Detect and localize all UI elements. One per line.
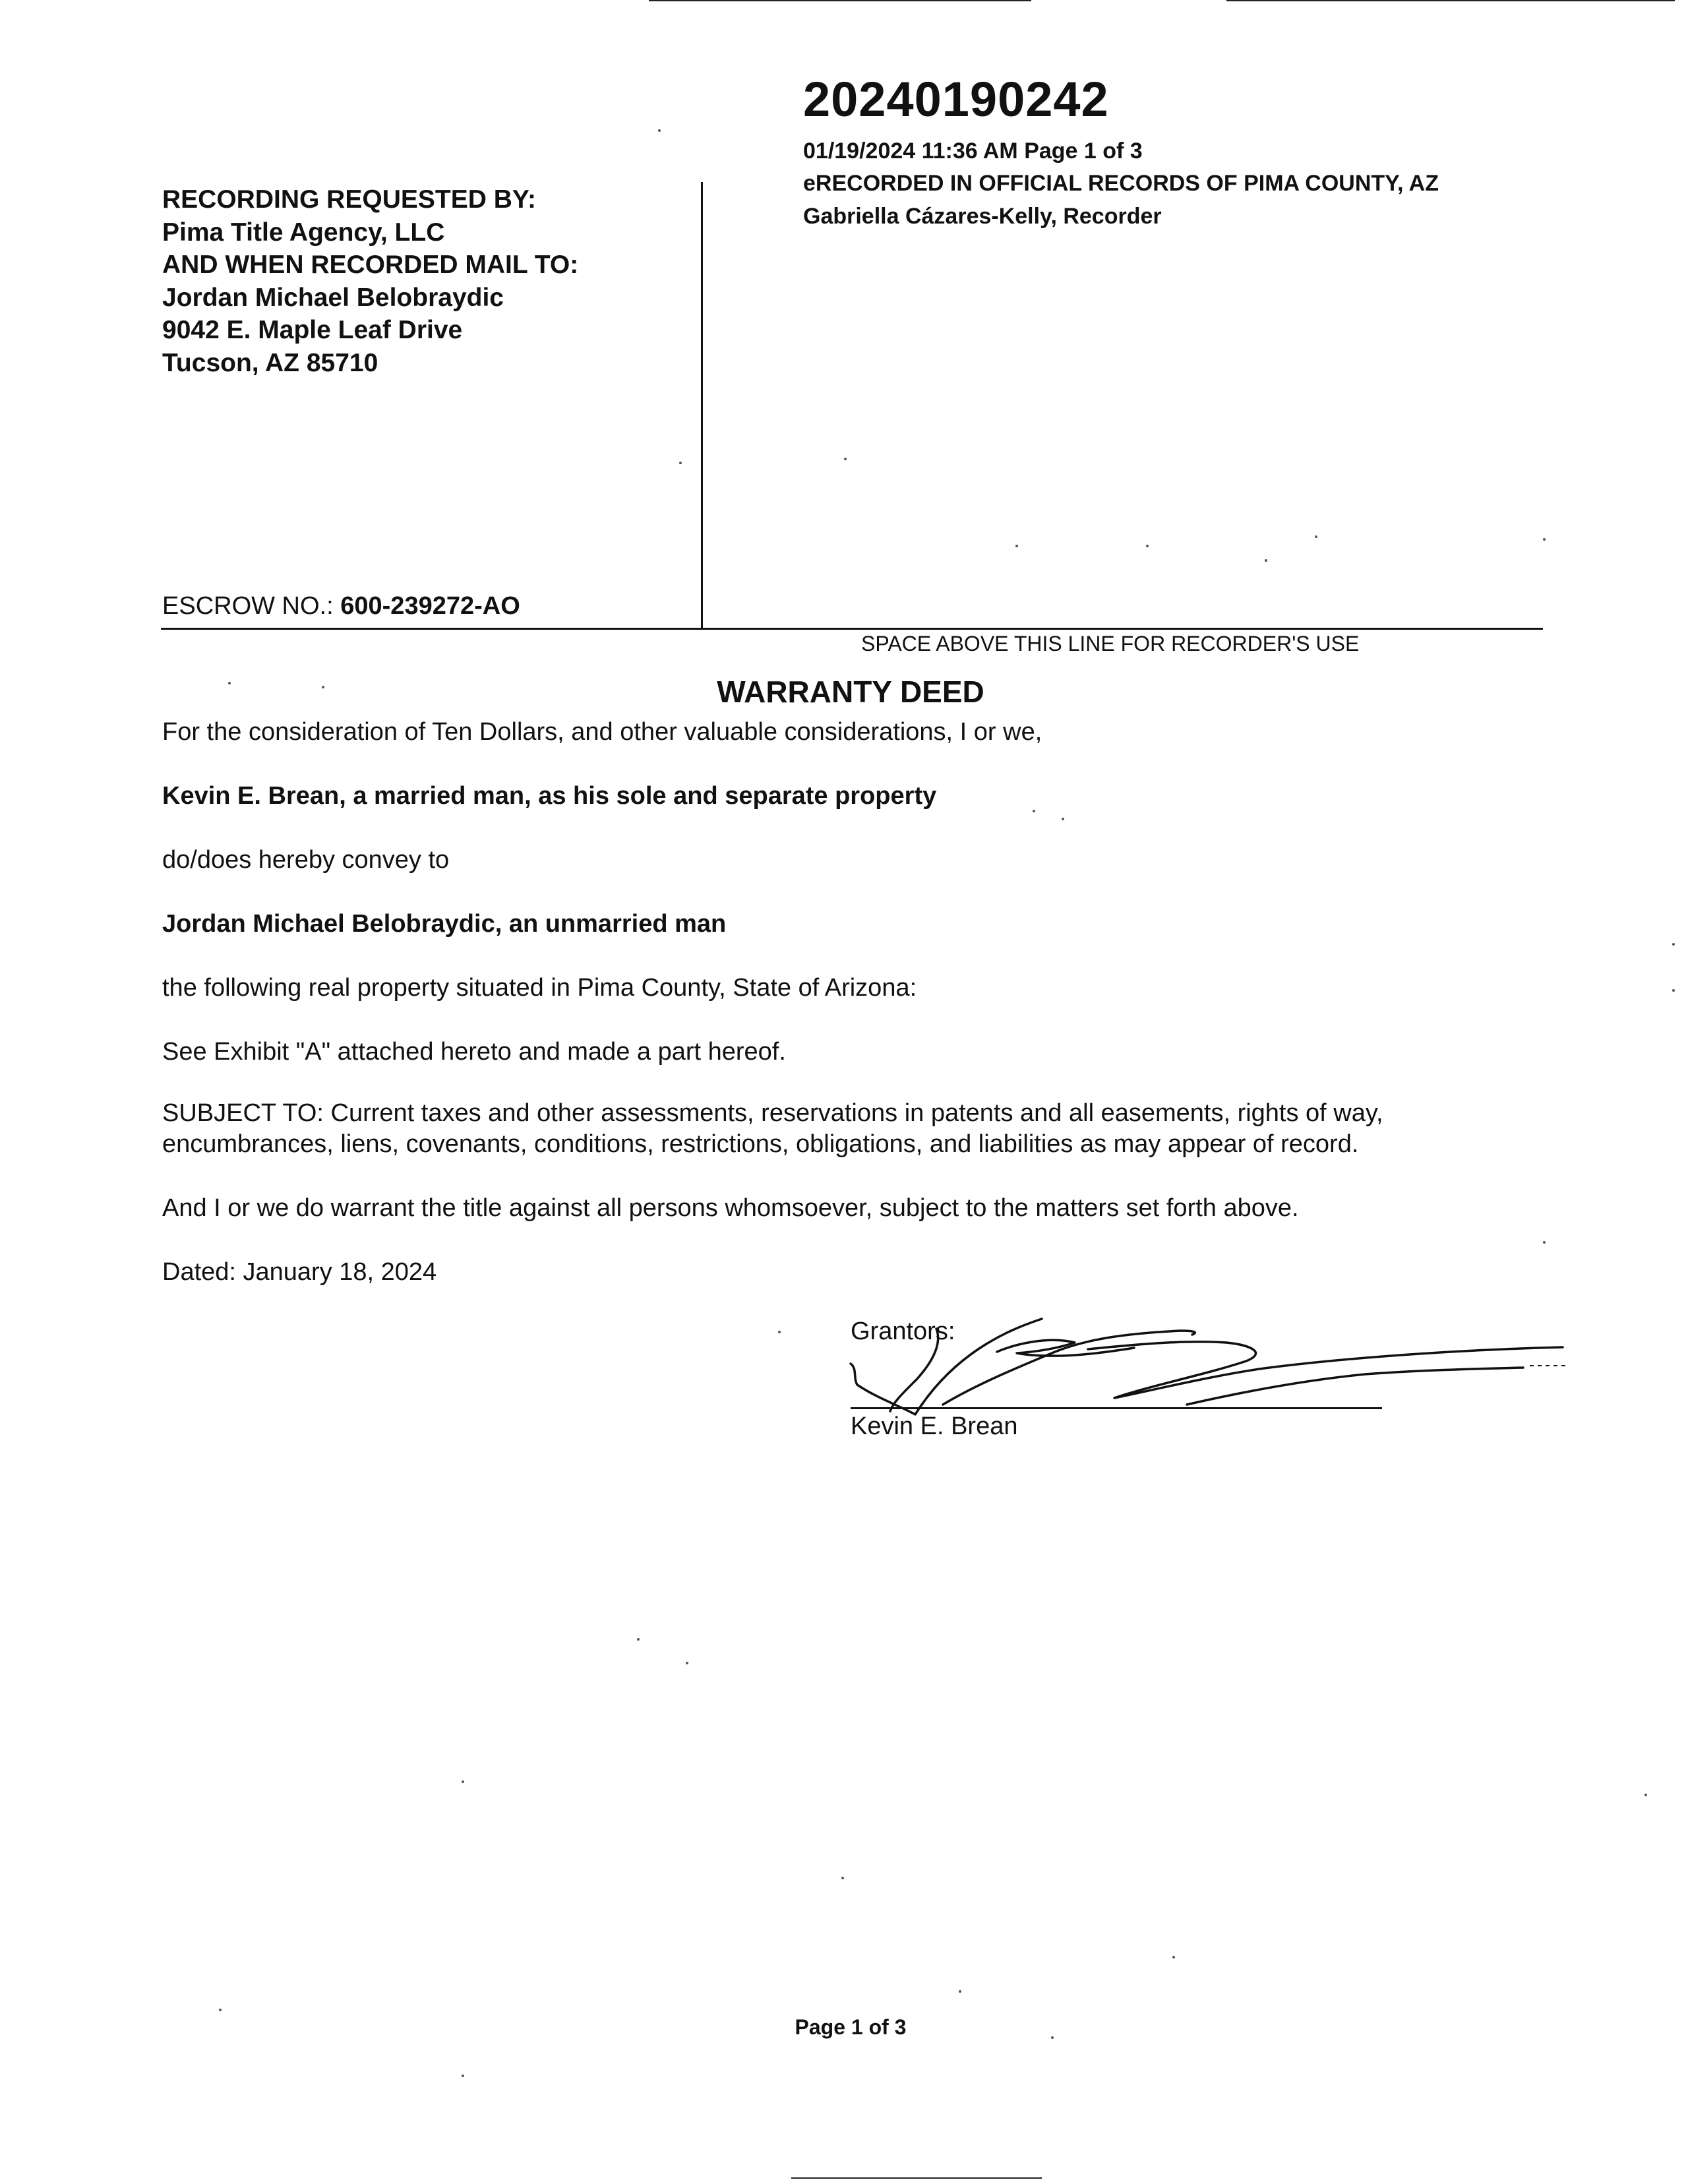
escrow-number: 600-239272-AO (340, 592, 520, 620)
scan-speck (679, 462, 682, 464)
deed-title: WARRANTY DEED (717, 675, 984, 709)
document-number: 20240190242 (803, 72, 1109, 127)
scan-speck (1033, 810, 1035, 812)
grantor-signature-name: Kevin E. Brean (851, 1412, 1018, 1440)
scan-speck (322, 686, 324, 688)
scan-speck (228, 682, 231, 684)
recording-requested-label: RECORDING REQUESTED BY: (162, 185, 536, 214)
scan-speck (1672, 989, 1675, 992)
convey-text: do/does hereby convey to (162, 846, 450, 874)
scan-speck (1051, 2036, 1054, 2039)
escrow-line (162, 592, 520, 621)
page-footer: Page 1 of 3 (795, 2015, 907, 2039)
scan-speck (637, 1638, 640, 1641)
exhibit-text: See Exhibit "A" attached hereto and made a part hereof. (162, 1038, 786, 1066)
scan-speck (1265, 559, 1267, 562)
scan-speck (462, 1780, 464, 1783)
escrow-label: ESCROW NO.: (162, 592, 334, 620)
header-vertical-divider (701, 182, 703, 628)
recorder-use-note: SPACE ABOVE THIS LINE FOR RECORDER'S USE (861, 632, 1360, 655)
mail-to-city: Tucson, AZ 85710 (162, 348, 378, 377)
scan-speck (1015, 545, 1018, 547)
grantors-label: Grantors: (851, 1318, 955, 1345)
scan-speck (1543, 1241, 1546, 1244)
recorded-in-line: eRECORDED IN OFFICIAL RECORDS OF PIMA COUNTY, AZ (803, 171, 1439, 196)
scan-edge-top-left (649, 0, 1031, 1)
mail-to-label: AND WHEN RECORDED MAIL TO: (162, 251, 579, 279)
recording-datetime: 01/19/2024 11:36 AM Page 1 of 3 (803, 138, 1143, 164)
dated-text: Dated: January 18, 2024 (162, 1258, 437, 1286)
scan-speck (462, 2075, 464, 2077)
scan-speck (1146, 545, 1149, 547)
mail-to-street: 9042 E. Maple Leaf Drive (162, 316, 463, 344)
requesting-agency: Pima Title Agency, LLC (162, 218, 445, 247)
recorder-space-rule (161, 628, 1543, 630)
grantor-text: Kevin E. Brean, a married man, as his sole and separate property (162, 782, 937, 810)
recording-requested-block (162, 183, 578, 379)
scan-speck (1315, 535, 1317, 538)
subject-to-line-2: encumbrances, liens, covenants, conditions, restrictions, obligations, and liabilities as may appear of record. (162, 1130, 1359, 1158)
scan-speck (844, 458, 847, 460)
scan-speck (1062, 818, 1064, 820)
mail-to-name: Jordan Michael Belobraydic (162, 283, 504, 312)
scan-edge-top-right (1226, 0, 1675, 1)
grantee-text: Jordan Michael Belobraydic, an unmarried man (162, 910, 727, 938)
scan-speck (1672, 943, 1675, 946)
scan-speck (658, 129, 661, 132)
handwritten-signature (837, 1306, 1596, 1424)
scan-speck (1543, 538, 1546, 541)
scan-speck (841, 1877, 844, 1879)
property-text: the following real property situated in Pima County, State of Arizona: (162, 974, 917, 1002)
scan-speck (959, 1990, 961, 1993)
scan-speck (686, 1662, 688, 1664)
warranty-text: And I or we do warrant the title against all persons whomsoever, subject to the matters set forth above. (162, 1194, 1299, 1222)
scan-speck (1172, 1956, 1175, 1958)
subject-to-line-1: SUBJECT TO: Current taxes and other assessments, reservations in patents and all easements, rights of way, (162, 1099, 1383, 1127)
recorder-name: Gabriella Cázares-Kelly, Recorder (803, 204, 1162, 229)
scan-speck (778, 1331, 781, 1333)
consideration-text: For the consideration of Ten Dollars, and other valuable considerations, I or we, (162, 718, 1042, 746)
scan-edge-bottom (791, 2177, 1042, 2179)
scan-speck (219, 2009, 222, 2011)
scan-speck (1644, 1794, 1647, 1796)
